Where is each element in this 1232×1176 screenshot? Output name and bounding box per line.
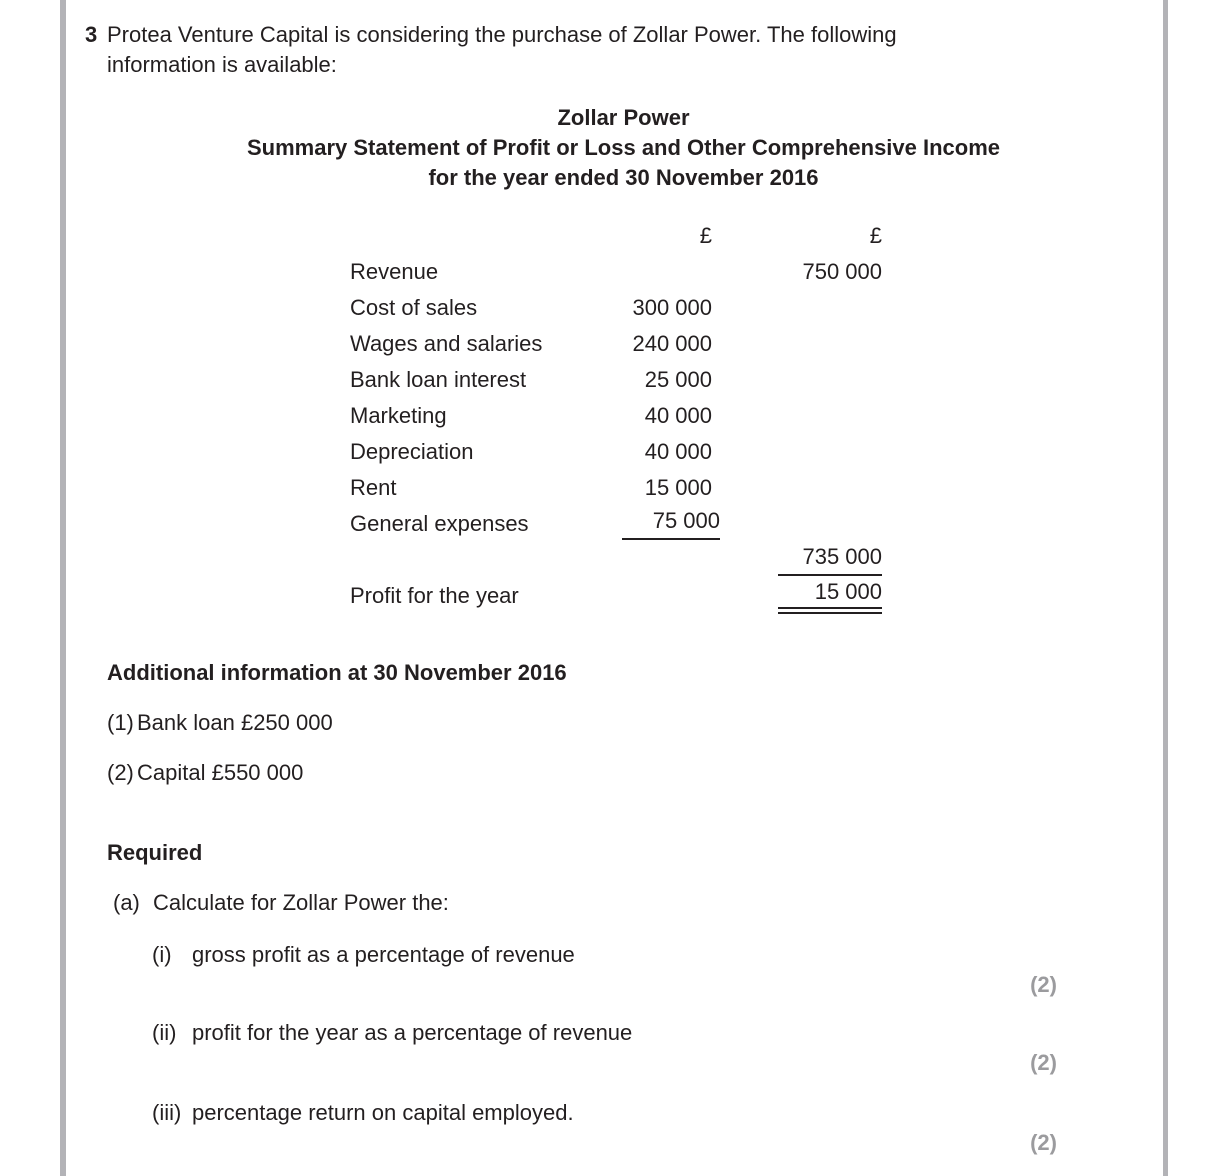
amount-col1: 40 000 xyxy=(644,403,712,428)
row-label: Bank loan interest xyxy=(350,367,527,392)
row-label: Revenue xyxy=(350,259,439,284)
amount-col1: 25 000 xyxy=(644,367,712,392)
amount-col1 xyxy=(590,506,720,542)
amount-col2: 750 000 xyxy=(802,259,882,284)
subpart-text: percentage return on capital employed. xyxy=(192,1100,574,1125)
currency-header-col1: £ xyxy=(699,223,712,248)
amount-underlined: 75 000 xyxy=(622,508,720,540)
table-row-bank-loan-interest xyxy=(350,362,882,398)
amount-col1 xyxy=(590,542,712,578)
subpart-numeral: (ii) xyxy=(152,1020,177,1045)
table-row-general-expenses xyxy=(350,506,882,542)
marks-badge: (2) xyxy=(1030,1130,1057,1155)
amount-col1: 300 000 xyxy=(632,295,712,320)
question-intro xyxy=(85,20,1162,80)
additional-information-heading: Additional information at 30 November 2016 xyxy=(107,660,567,685)
table-row-total-expenses xyxy=(350,542,882,578)
marks-badge: (2) xyxy=(1030,1050,1057,1075)
row-label: General expenses xyxy=(350,511,529,536)
subpart-text: gross profit as a percentage of revenue xyxy=(192,942,575,967)
marks-badge: (2) xyxy=(1030,972,1057,997)
info-item-number: (1) xyxy=(107,710,134,735)
info-item-text: Capital £550 000 xyxy=(137,760,304,785)
part-a-label: (a) xyxy=(113,890,140,915)
amount-col1: 240 000 xyxy=(632,331,712,356)
row-label: Depreciation xyxy=(350,439,474,464)
row-label: Rent xyxy=(350,475,397,500)
currency-header-col2: £ xyxy=(869,223,882,248)
header-label-cell xyxy=(350,218,590,254)
currency-header-row xyxy=(350,218,882,254)
amount-double-underlined: 15 000 xyxy=(778,580,882,614)
exam-question-page xyxy=(85,20,1162,1158)
amount-col1: 15 000 xyxy=(644,475,712,500)
amount-col2 xyxy=(712,542,882,578)
amount-col2 xyxy=(712,434,882,470)
subpart-ii xyxy=(152,1018,1162,1078)
row-label: Profit for the year xyxy=(350,583,519,608)
subpart-numeral: (i) xyxy=(152,942,172,967)
statement-period: for the year ended 30 November 2016 xyxy=(428,165,819,190)
table-row-cost-of-sales xyxy=(350,290,882,326)
amount-col2 xyxy=(712,506,882,542)
amount-col2 xyxy=(712,326,882,362)
subpart-numeral: (iii) xyxy=(152,1100,182,1125)
part-a xyxy=(113,888,1162,918)
table-row-wages-and-salaries xyxy=(350,326,882,362)
subpart-text: profit for the year as a percentage of revenue xyxy=(192,1020,633,1045)
question-intro-line2: information is available: xyxy=(107,52,337,77)
row-label xyxy=(350,542,590,578)
table-row-marketing xyxy=(350,398,882,434)
question-number: 3 xyxy=(85,22,98,47)
table-row-revenue xyxy=(350,254,882,290)
page-right-edge-rule xyxy=(1163,0,1168,1176)
row-label: Cost of sales xyxy=(350,295,478,320)
subpart-line xyxy=(152,1098,1162,1128)
info-item-bank-loan xyxy=(107,708,1162,738)
required-heading: Required xyxy=(107,840,203,865)
question-intro-line1: Protea Venture Capital is considering the purchase of Zollar Power. The following xyxy=(107,22,897,47)
table-row-rent xyxy=(350,470,882,506)
amount-col2 xyxy=(712,290,882,326)
row-label: Wages and salaries xyxy=(350,331,543,356)
subpart-line xyxy=(152,940,1162,970)
amount-col2 xyxy=(712,470,882,506)
statement-title: Summary Statement of Profit or Loss and Other Comprehensive Income xyxy=(246,135,1001,160)
part-a-text: Calculate for Zollar Power the: xyxy=(153,890,449,915)
question-intro-text xyxy=(107,20,897,80)
statement-heading xyxy=(85,103,1162,193)
amount-col2 xyxy=(712,578,882,614)
row-label: Marketing xyxy=(350,403,447,428)
amount-col1 xyxy=(590,254,712,290)
statement-company-name: Zollar Power xyxy=(557,105,690,130)
amount-col1 xyxy=(590,578,712,614)
subpart-iii xyxy=(152,1098,1162,1158)
table-row-depreciation xyxy=(350,434,882,470)
info-item-capital xyxy=(107,758,1162,788)
profit-loss-statement-table xyxy=(350,218,882,614)
amount-underlined: 735 000 xyxy=(778,544,882,576)
amount-col2 xyxy=(712,398,882,434)
subpart-i xyxy=(152,940,1162,1000)
info-item-text: Bank loan £250 000 xyxy=(137,710,333,735)
info-item-number: (2) xyxy=(107,760,134,785)
amount-col2 xyxy=(712,362,882,398)
page-left-edge-rule xyxy=(60,0,66,1176)
table-row-profit-for-the-year xyxy=(350,578,882,614)
amount-col1: 40 000 xyxy=(644,439,712,464)
subpart-line xyxy=(152,1018,1162,1048)
